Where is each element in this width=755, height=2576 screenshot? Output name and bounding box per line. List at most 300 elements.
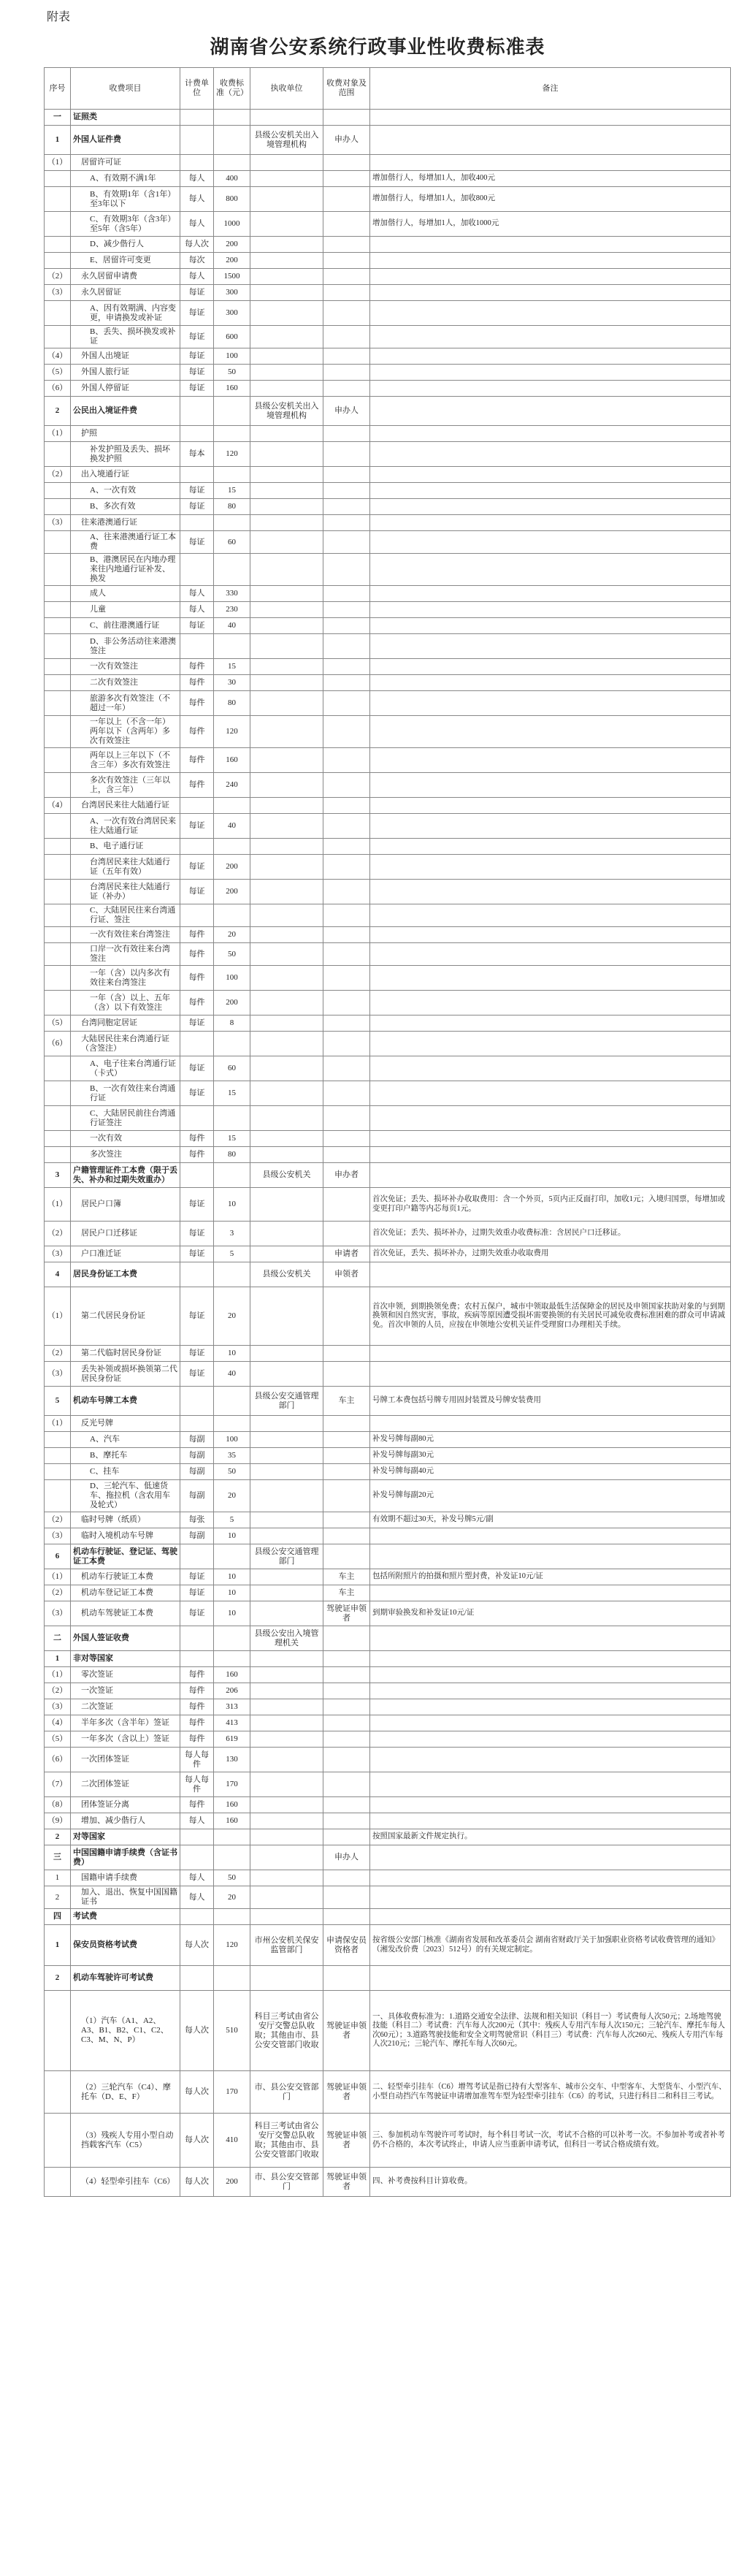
row-object xyxy=(323,269,370,285)
row-note: 三、参加机动车驾驶许可考试时，每个科目考试一次，考试不合格的可以补考一次。不参加补考或者补考仍不合格的，本次考试终止，申请人应当重新申请考试，但科目一考试合格成绩有效。 xyxy=(370,2114,731,2168)
row-standard: 50 xyxy=(214,1464,250,1480)
row-org: 县级公安机关出入境管理机构 xyxy=(250,126,323,155)
row-no xyxy=(45,1432,71,1448)
row-note: 首次免证；丢失、损坏补办收取费用：含一个外页，5页内正反面打印，加收1元；入境归国票，每增加或变更打印户籍等内芯每页1元。 xyxy=(370,1188,731,1222)
row-standard: 40 xyxy=(214,618,250,634)
row-item: 一年（含）以上、五年（含）以下有效签注 xyxy=(71,991,180,1015)
row-object xyxy=(323,1362,370,1387)
row-no xyxy=(45,212,71,237)
row-standard: 200 xyxy=(214,237,250,253)
row-standard: 619 xyxy=(214,1731,250,1748)
row-note xyxy=(370,1715,731,1731)
row-note: 首次申领，到期换领免费；农村五保户，城市中领取最低生活保障金的居民及申领国家扶助对象的与到期换领和因自然灾害，事故，疾病等原因遭受损坏需要换领的有关居民可减免收费标准困难的群众可申请减免。首次申领的人员，应按在申领地公安机关证件受理窗口办理相关手续。 xyxy=(370,1287,731,1346)
row-object xyxy=(323,1056,370,1081)
header-standard: 收费标准（元） xyxy=(214,68,250,110)
row-unit xyxy=(180,1416,214,1432)
row-standard: 200 xyxy=(214,880,250,904)
row-org xyxy=(250,855,323,880)
row-org xyxy=(250,1015,323,1032)
row-no: 2 xyxy=(45,1966,71,1991)
row-no xyxy=(45,2168,71,2197)
row-item: 国籍申请手续费 xyxy=(71,1870,180,1886)
row-object xyxy=(323,1480,370,1512)
row-item: 第二代临时居民身份证 xyxy=(71,1346,180,1362)
table-row xyxy=(45,531,731,554)
row-no: （2） xyxy=(45,1683,71,1699)
table-row xyxy=(45,1870,731,1886)
row-no: （1） xyxy=(45,1667,71,1683)
row-item: 台湾居民来往大陆通行证（补办） xyxy=(71,880,180,904)
row-object xyxy=(323,1222,370,1246)
row-object xyxy=(323,966,370,991)
row-unit: 每证 xyxy=(180,1287,214,1346)
table-row xyxy=(45,1813,731,1829)
row-note xyxy=(370,1416,731,1432)
row-standard xyxy=(214,798,250,814)
row-note xyxy=(370,1797,731,1813)
row-item: 台湾同胞定居证 xyxy=(71,1015,180,1032)
row-org xyxy=(250,499,323,515)
row-unit: 每张 xyxy=(180,1512,214,1528)
row-no xyxy=(45,927,71,943)
table-row xyxy=(45,1829,731,1845)
row-note xyxy=(370,483,731,499)
row-item: 非对等国家 xyxy=(71,1651,180,1667)
row-org xyxy=(250,634,323,659)
row-unit: 每人次 xyxy=(180,2168,214,2197)
row-object xyxy=(323,155,370,171)
row-standard xyxy=(214,467,250,483)
row-org xyxy=(250,365,323,381)
row-item: 增加、减少偕行人 xyxy=(71,1813,180,1829)
row-object xyxy=(323,904,370,927)
row-note xyxy=(370,814,731,839)
row-no: （1） xyxy=(45,1569,71,1585)
row-object xyxy=(323,675,370,691)
row-org: 市、县公安交管部门 xyxy=(250,2168,323,2197)
row-org xyxy=(250,716,323,748)
row-unit: 每人次 xyxy=(180,237,214,253)
row-no xyxy=(45,531,71,554)
row-standard: 313 xyxy=(214,1699,250,1715)
row-unit: 每证 xyxy=(180,301,214,326)
row-org xyxy=(250,187,323,212)
row-standard: 100 xyxy=(214,348,250,365)
row-standard: 10 xyxy=(214,1528,250,1544)
row-note xyxy=(370,426,731,442)
row-object xyxy=(323,1667,370,1683)
row-object xyxy=(323,814,370,839)
row-no xyxy=(45,442,71,467)
row-object xyxy=(323,1966,370,1991)
row-note: 号牌工本费包括号牌专用固封装置及号牌安装费用 xyxy=(370,1387,731,1416)
row-note xyxy=(370,301,731,326)
row-org xyxy=(250,1829,323,1845)
row-no: （3） xyxy=(45,1362,71,1387)
row-unit: 每证 xyxy=(180,1346,214,1362)
row-item: （3）残疾人专用小型自动挡载客汽车（C5） xyxy=(71,2114,180,2168)
table-row xyxy=(45,2071,731,2114)
row-standard: 160 xyxy=(214,1667,250,1683)
row-org: 市州公安机关保安监管部门 xyxy=(250,1925,323,1966)
row-org xyxy=(250,237,323,253)
row-unit: 每件 xyxy=(180,691,214,716)
row-note xyxy=(370,1147,731,1163)
row-standard: 160 xyxy=(214,1797,250,1813)
row-org xyxy=(250,1715,323,1731)
row-standard xyxy=(214,1544,250,1569)
table-row xyxy=(45,1797,731,1813)
row-unit: 每件 xyxy=(180,1667,214,1683)
row-org xyxy=(250,1188,323,1222)
row-no xyxy=(45,253,71,269)
row-standard: 100 xyxy=(214,966,250,991)
row-no xyxy=(45,991,71,1015)
row-org xyxy=(250,1886,323,1909)
row-standard xyxy=(214,1909,250,1925)
row-no: 1 xyxy=(45,1651,71,1667)
row-unit xyxy=(180,904,214,927)
row-no: （7） xyxy=(45,1772,71,1797)
row-no xyxy=(45,1464,71,1480)
row-standard: 413 xyxy=(214,1715,250,1731)
row-org xyxy=(250,483,323,499)
row-standard: 80 xyxy=(214,1147,250,1163)
table-row xyxy=(45,927,731,943)
row-item: 一次签证 xyxy=(71,1683,180,1699)
row-item: （1）汽车（A1、A2、A3、B1、B2、C1、C2、C3、M、N、P） xyxy=(71,1991,180,2071)
row-unit: 每件 xyxy=(180,1147,214,1163)
table-row xyxy=(45,798,731,814)
row-object: 车主 xyxy=(323,1387,370,1416)
row-unit: 每本 xyxy=(180,442,214,467)
row-object xyxy=(323,1829,370,1845)
row-unit: 每证 xyxy=(180,814,214,839)
row-note xyxy=(370,467,731,483)
row-standard: 5 xyxy=(214,1512,250,1528)
row-unit: 每证 xyxy=(180,326,214,348)
row-unit: 每副 xyxy=(180,1528,214,1544)
table-row xyxy=(45,1528,731,1544)
row-note xyxy=(370,927,731,943)
row-note xyxy=(370,943,731,966)
row-item: 居留许可证 xyxy=(71,155,180,171)
table-row xyxy=(45,1448,731,1464)
row-object: 驾驶证申领者 xyxy=(323,2071,370,2114)
row-note xyxy=(370,904,731,927)
row-org xyxy=(250,586,323,602)
row-item: 机动车号牌工本费 xyxy=(71,1387,180,1416)
row-item: A、电子往来台湾通行证（卡式） xyxy=(71,1056,180,1081)
table-row xyxy=(45,301,731,326)
row-note xyxy=(370,1667,731,1683)
row-item: 外国人签证收费 xyxy=(71,1626,180,1651)
row-object xyxy=(323,798,370,814)
row-object xyxy=(323,467,370,483)
header-note: 备注 xyxy=(370,68,731,110)
row-item: B、有效期1年（含1年）至3年以下 xyxy=(71,187,180,212)
row-no: 1 xyxy=(45,1925,71,1966)
row-unit: 每人 xyxy=(180,269,214,285)
table-row xyxy=(45,1432,731,1448)
table-row xyxy=(45,659,731,675)
row-item: E、居留许可变更 xyxy=(71,253,180,269)
row-no: （1） xyxy=(45,1188,71,1222)
row-unit: 每证 xyxy=(180,285,214,301)
header-unit: 计费单位 xyxy=(180,68,214,110)
row-standard xyxy=(214,839,250,855)
row-item: 证照类 xyxy=(71,110,180,126)
row-unit: 每人 xyxy=(180,212,214,237)
table-row xyxy=(45,1346,731,1362)
row-standard xyxy=(214,1387,250,1416)
row-note xyxy=(370,531,731,554)
row-item: B、多次有效 xyxy=(71,499,180,515)
row-no xyxy=(45,1147,71,1163)
table-row xyxy=(45,499,731,515)
row-unit: 每证 xyxy=(180,381,214,397)
row-item: 户口准迁证 xyxy=(71,1246,180,1262)
row-unit: 每人 xyxy=(180,1886,214,1909)
row-no: （4） xyxy=(45,1715,71,1731)
row-object xyxy=(323,326,370,348)
row-no xyxy=(45,618,71,634)
row-note: 按照国家最新文件规定执行。 xyxy=(370,1829,731,1845)
row-note: 补发号牌每副30元 xyxy=(370,1448,731,1464)
table-row xyxy=(45,554,731,586)
table-row xyxy=(45,1480,731,1512)
row-note: 按省级公安部门核准《湖南省发展和改革委员会 湖南省财政厅关于加强职业资格考试收费管理的通知》（湘发改价费〔2023〕512号）的有关规定制定。 xyxy=(370,1925,731,1966)
row-unit xyxy=(180,1106,214,1131)
row-item: 一次有效往来台湾签注 xyxy=(71,927,180,943)
row-note xyxy=(370,1056,731,1081)
row-org xyxy=(250,301,323,326)
row-org xyxy=(250,253,323,269)
table-row xyxy=(45,2114,731,2168)
table-row xyxy=(45,187,731,212)
row-item: 口岸一次有效往来台湾签注 xyxy=(71,943,180,966)
row-no: 4 xyxy=(45,1262,71,1287)
row-org: 县级公安交通管理部门 xyxy=(250,1544,323,1569)
row-org xyxy=(250,1909,323,1925)
table-row xyxy=(45,586,731,602)
row-org: 市、县公安交管部门 xyxy=(250,2071,323,2114)
row-unit: 每件 xyxy=(180,1131,214,1147)
row-note: 增加偕行人，每增加1人，加收800元 xyxy=(370,187,731,212)
row-standard: 35 xyxy=(214,1448,250,1464)
row-unit xyxy=(180,155,214,171)
row-item: 大陆居民往来台湾通行证（含签注） xyxy=(71,1032,180,1056)
row-no: 三 xyxy=(45,1845,71,1870)
row-note xyxy=(370,1731,731,1748)
row-no xyxy=(45,773,71,798)
table-row xyxy=(45,1081,731,1106)
table-row xyxy=(45,966,731,991)
row-standard: 330 xyxy=(214,586,250,602)
row-note xyxy=(370,110,731,126)
row-org xyxy=(250,773,323,798)
row-standard: 15 xyxy=(214,483,250,499)
row-org xyxy=(250,1106,323,1131)
table-row xyxy=(45,1015,731,1032)
row-item: 机动车驾驶证工本费 xyxy=(71,1601,180,1626)
row-no xyxy=(45,1106,71,1131)
row-object xyxy=(323,1346,370,1362)
table-row xyxy=(45,1131,731,1147)
row-item: 旅游多次有效签注（不超过一年） xyxy=(71,691,180,716)
table-row xyxy=(45,1163,731,1188)
row-note xyxy=(370,773,731,798)
row-org xyxy=(250,1569,323,1585)
row-object xyxy=(323,253,370,269)
row-org: 县级公安出入境管理机关 xyxy=(250,1626,323,1651)
row-no: （2） xyxy=(45,1346,71,1362)
row-org xyxy=(250,285,323,301)
row-note: 增加偕行人，每增加1人，加收400元 xyxy=(370,171,731,187)
row-org xyxy=(250,467,323,483)
row-item: A、一次有效 xyxy=(71,483,180,499)
row-object: 驾驶证申领者 xyxy=(323,1991,370,2071)
row-unit: 每件 xyxy=(180,966,214,991)
row-object xyxy=(323,381,370,397)
row-no xyxy=(45,855,71,880)
row-org xyxy=(250,1222,323,1246)
row-item: 外国人证件费 xyxy=(71,126,180,155)
row-object xyxy=(323,1512,370,1528)
row-object xyxy=(323,602,370,618)
row-note xyxy=(370,1163,731,1188)
row-unit: 每件 xyxy=(180,1797,214,1813)
row-standard: 230 xyxy=(214,602,250,618)
row-unit xyxy=(180,634,214,659)
table-row xyxy=(45,716,731,748)
row-object xyxy=(323,1683,370,1699)
row-standard xyxy=(214,554,250,586)
row-no xyxy=(45,187,71,212)
row-standard: 80 xyxy=(214,499,250,515)
row-no xyxy=(45,966,71,991)
row-standard: 10 xyxy=(214,1601,250,1626)
table-row xyxy=(45,237,731,253)
row-unit: 每件 xyxy=(180,927,214,943)
row-note xyxy=(370,1346,731,1362)
row-standard: 50 xyxy=(214,365,250,381)
table-row xyxy=(45,1106,731,1131)
row-standard: 20 xyxy=(214,1886,250,1909)
row-item: 居民户口迁移证 xyxy=(71,1222,180,1246)
row-unit xyxy=(180,798,214,814)
row-object: 申办人 xyxy=(323,1845,370,1870)
table-row xyxy=(45,748,731,773)
row-standard: 160 xyxy=(214,748,250,773)
table-row xyxy=(45,1585,731,1601)
row-org: 科目三考试由省公安厅交警总队收取；其他由市、县公安交管部门收取 xyxy=(250,1991,323,2071)
row-unit: 每证 xyxy=(180,880,214,904)
row-org xyxy=(250,1432,323,1448)
row-no xyxy=(45,1056,71,1081)
row-item: A、汽车 xyxy=(71,1432,180,1448)
row-object xyxy=(323,1081,370,1106)
row-note xyxy=(370,1651,731,1667)
row-unit: 每件 xyxy=(180,943,214,966)
row-no: （6） xyxy=(45,381,71,397)
row-object xyxy=(323,483,370,499)
row-item: 反光号牌 xyxy=(71,1416,180,1432)
row-no xyxy=(45,1131,71,1147)
row-note xyxy=(370,1362,731,1387)
row-standard: 50 xyxy=(214,1870,250,1886)
table-row xyxy=(45,1512,731,1528)
row-no: （4） xyxy=(45,798,71,814)
row-org xyxy=(250,904,323,927)
row-unit xyxy=(180,1544,214,1569)
row-org xyxy=(250,1056,323,1081)
row-unit: 每副 xyxy=(180,1448,214,1464)
row-unit: 每人次 xyxy=(180,1925,214,1966)
row-unit: 每证 xyxy=(180,618,214,634)
row-no: 3 xyxy=(45,1163,71,1188)
row-note xyxy=(370,1966,731,1991)
row-note xyxy=(370,1845,731,1870)
row-note xyxy=(370,1870,731,1886)
row-item: 外国人停留证 xyxy=(71,381,180,397)
row-unit: 每证 xyxy=(180,348,214,365)
row-item: 临时号牌（纸质） xyxy=(71,1512,180,1528)
row-no xyxy=(45,586,71,602)
row-object: 驾驶证申领者 xyxy=(323,2114,370,2168)
row-item: 考试费 xyxy=(71,1909,180,1925)
row-unit: 每证 xyxy=(180,855,214,880)
row-item: 台湾居民来往大陆通行证 xyxy=(71,798,180,814)
row-no: 6 xyxy=(45,1544,71,1569)
table-row xyxy=(45,326,731,348)
row-object xyxy=(323,1464,370,1480)
table-row xyxy=(45,110,731,126)
row-note xyxy=(370,1131,731,1147)
row-item: 对等国家 xyxy=(71,1829,180,1845)
row-unit: 每证 xyxy=(180,1222,214,1246)
table-row xyxy=(45,1601,731,1626)
row-no: 四 xyxy=(45,1909,71,1925)
row-org xyxy=(250,1287,323,1346)
row-item: （2）三轮汽车（C4）、摩托车（D、E、F） xyxy=(71,2071,180,2114)
row-standard: 200 xyxy=(214,2168,250,2197)
row-no xyxy=(45,691,71,716)
row-standard: 300 xyxy=(214,285,250,301)
row-note xyxy=(370,855,731,880)
row-standard xyxy=(214,1163,250,1188)
table-row xyxy=(45,2168,731,2197)
row-unit xyxy=(180,1829,214,1845)
row-org xyxy=(250,1512,323,1528)
row-org xyxy=(250,839,323,855)
row-unit: 每证 xyxy=(180,365,214,381)
table-row xyxy=(45,618,731,634)
table-row xyxy=(45,1699,731,1715)
row-item: A、往来港澳通行证工本费 xyxy=(71,531,180,554)
table-row xyxy=(45,269,731,285)
row-unit: 每证 xyxy=(180,499,214,515)
row-unit xyxy=(180,1163,214,1188)
row-object xyxy=(323,1188,370,1222)
row-no xyxy=(45,2071,71,2114)
row-standard xyxy=(214,155,250,171)
row-unit: 每次 xyxy=(180,253,214,269)
row-org xyxy=(250,659,323,675)
row-object xyxy=(323,285,370,301)
row-object xyxy=(323,1731,370,1748)
row-standard: 170 xyxy=(214,2071,250,2114)
